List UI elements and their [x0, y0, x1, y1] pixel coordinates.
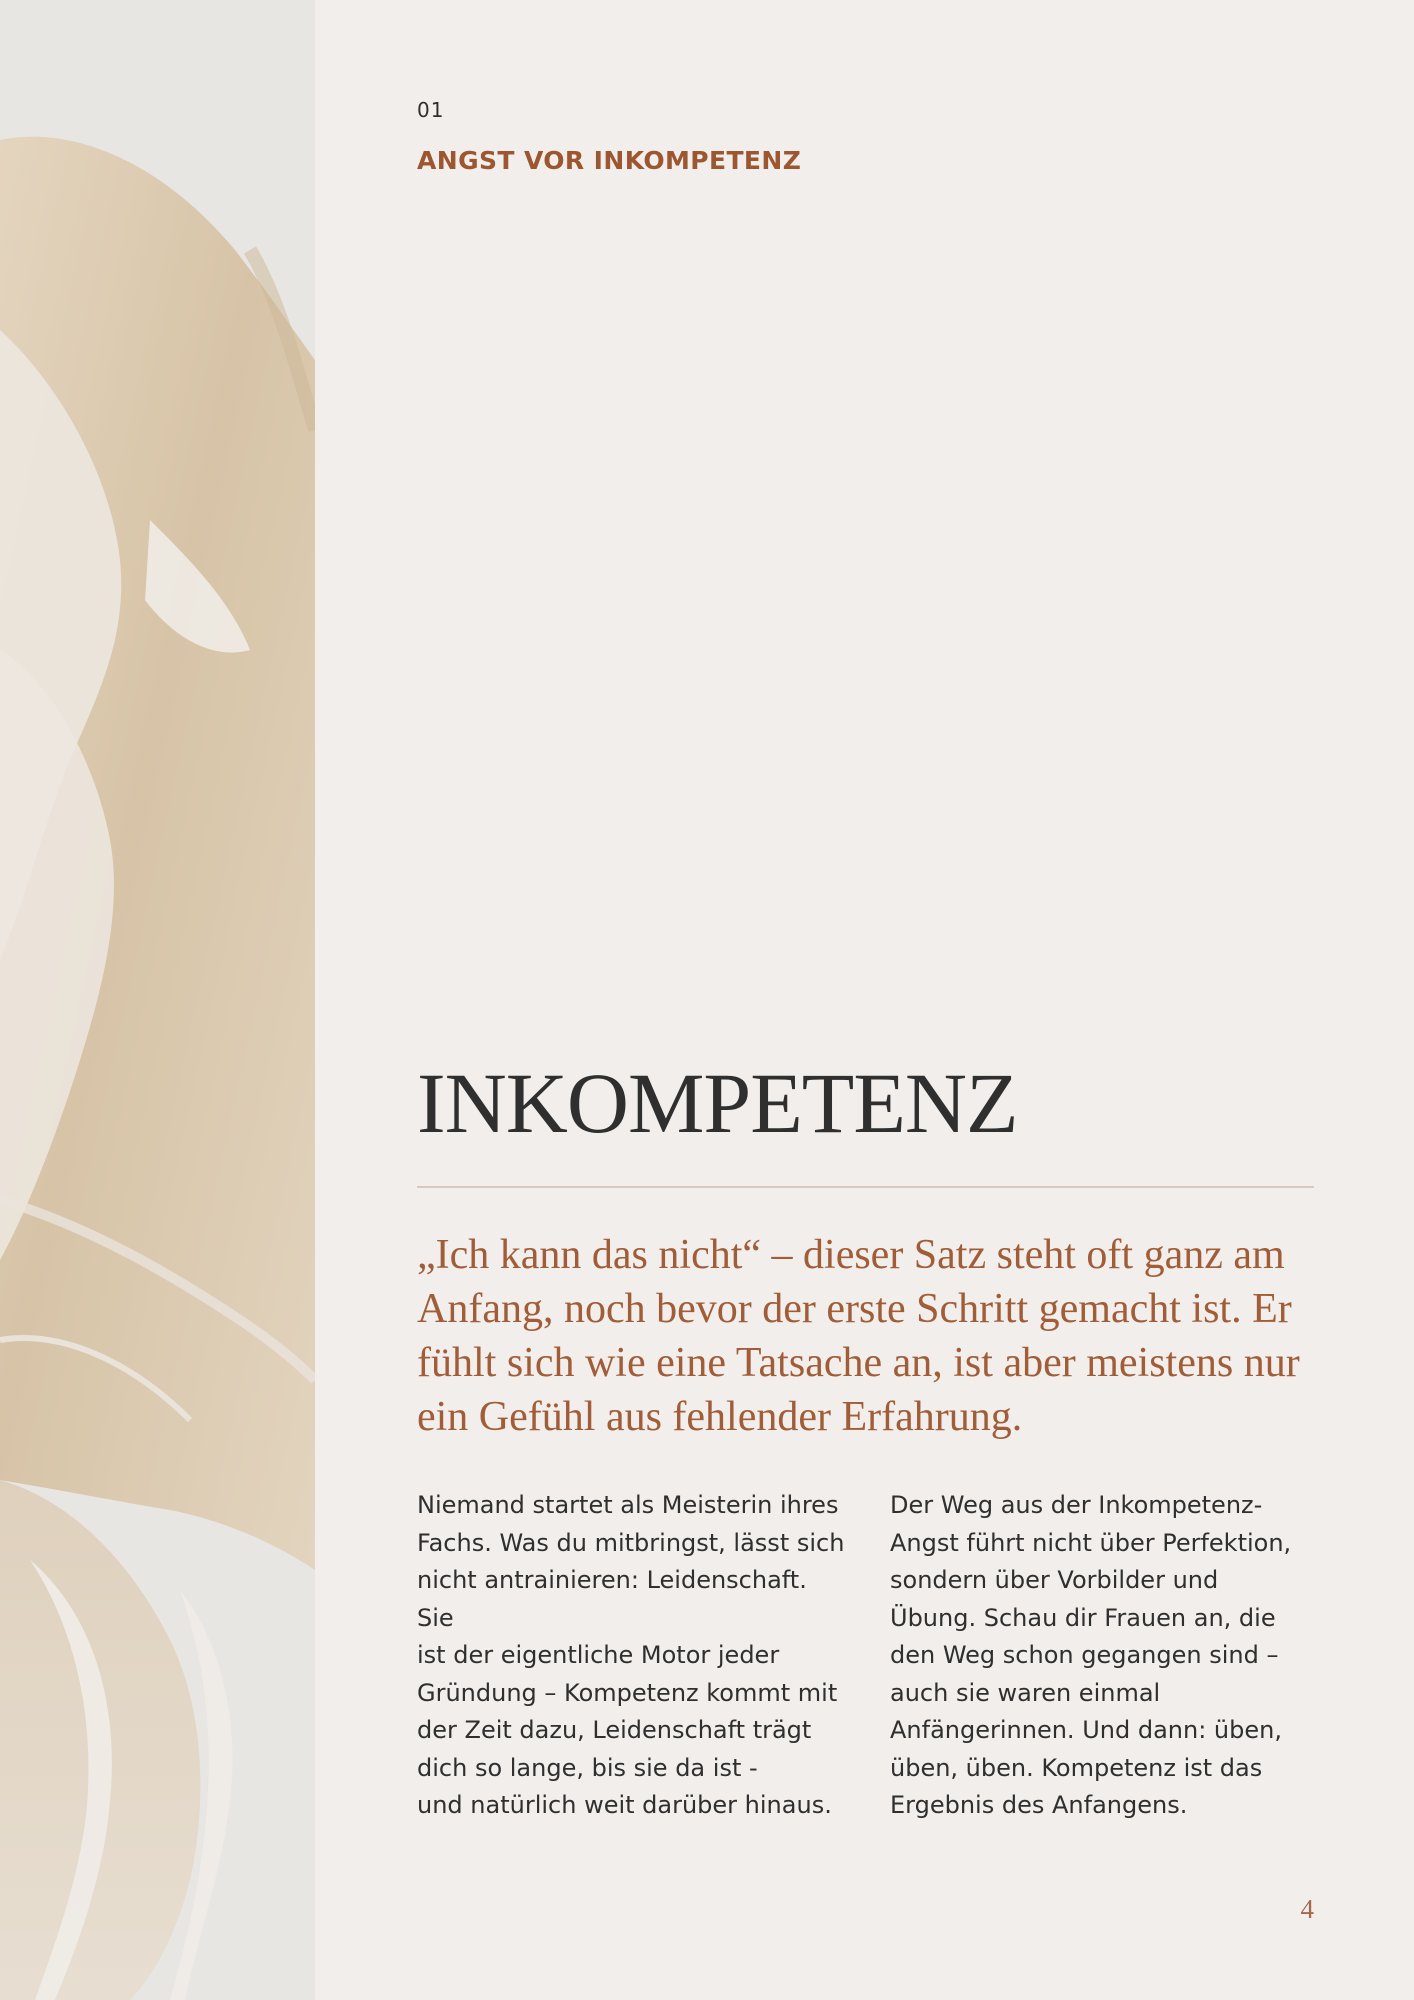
brush-stroke-artwork — [0, 0, 315, 2000]
body-text-right-column: Der Weg aus der Inkompetenz- Angst führt nicht über Perfektion, sondern über Vorbilder und Übung. Schau dir Frauen an, die den Weg schon gegangen sind – auch sie waren einmal Anfängerinnen. Und dann: üben, üben, üben. Kompetenz ist das Ergebnis des Anfangens. — [890, 1491, 1292, 1819]
body-text-left-column: Niemand startet als Meisterin ihres Fachs. Was du mitbringst, lässt sich nicht antrainieren: Leidenschaft. Sie ist der eigentliche Motor jeder Gründung – Kompetenz kommt mit der Zeit dazu, Leidenschaft trägt dich so lange, bis sie da ist - und natürlich weit darüber hinaus. — [417, 1491, 845, 1819]
page-title: INKOMPETENZ — [417, 1055, 1018, 1151]
watercolor-brush-decoration — [0, 0, 315, 2000]
chapter-number: 01 — [417, 98, 445, 122]
page-content — [417, 0, 1314, 2000]
page-number: 4 — [1300, 1894, 1314, 1924]
title-divider — [417, 1186, 1314, 1188]
chapter-label: ANGST VOR INKOMPETENZ — [417, 146, 802, 175]
lead-quote: „Ich kann das nicht“ – dieser Satz steht oft ganz am Anfang, noch bevor der erste Schritt gemacht ist. Er fühlt sich wie eine Tatsache an, ist aber meistens nur ein Gefühl aus fehlender Erfahrung. — [417, 1232, 1300, 1440]
